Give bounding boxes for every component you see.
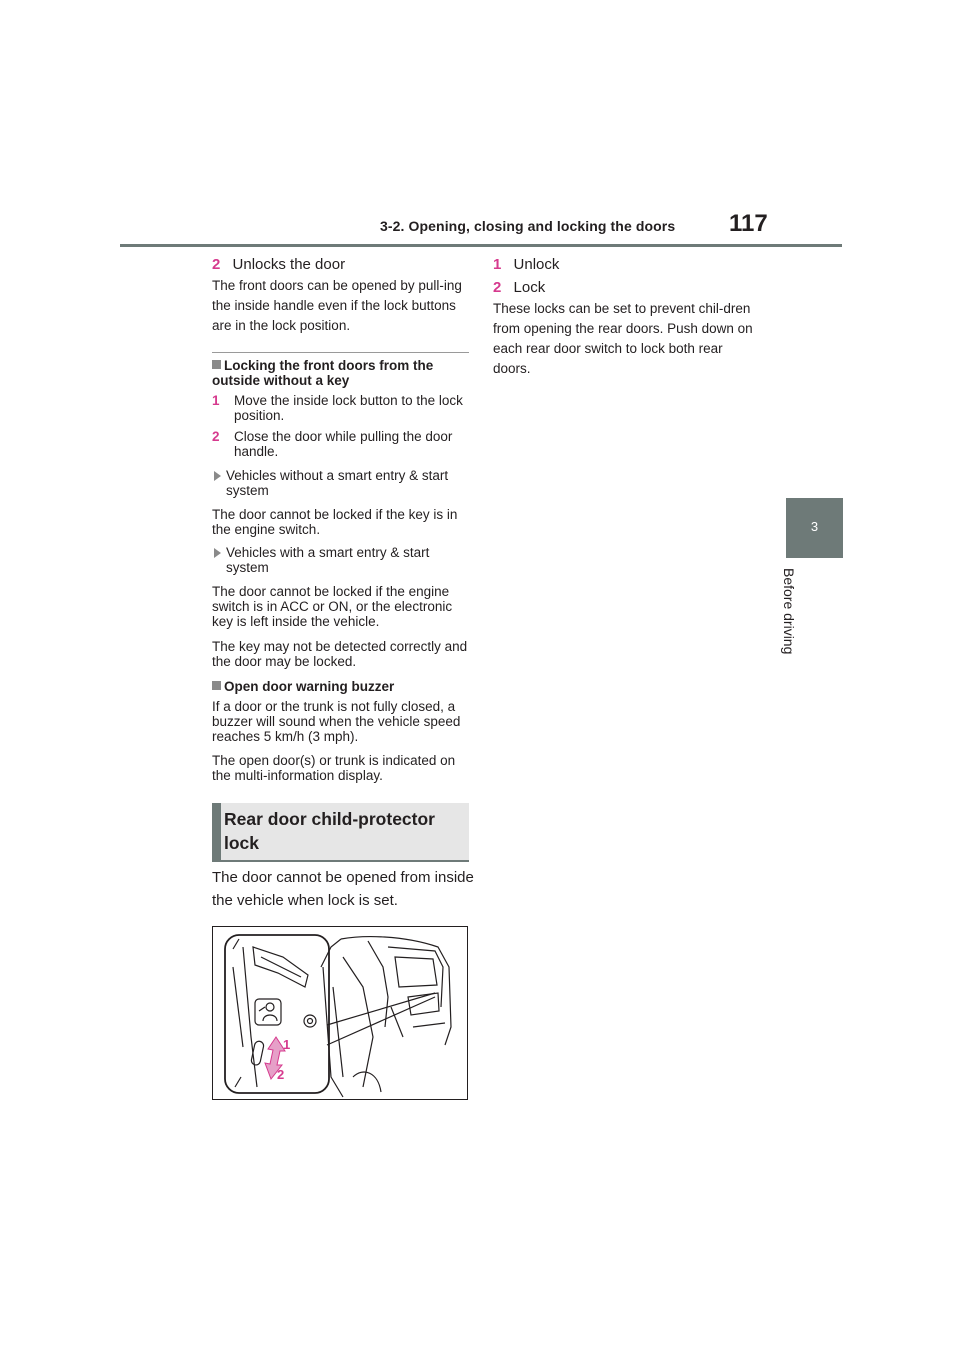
triangle-bullet-icon (214, 471, 221, 481)
bullet-with-smart-entry (212, 545, 472, 575)
section-title: Rear door child-protector lock (224, 809, 435, 853)
paragraph-with: The door cannot be locked if the engine switch is in ACC or ON, or the electronic key is left inside the vehicle. (212, 584, 453, 629)
paragraph-key: The key may not be detected correctly and the door may be locked. (212, 639, 468, 669)
step-text: Close the door while pulling the door handle. (234, 429, 453, 459)
page-number: 117 (729, 210, 768, 237)
subheading-text: Open door warning buzzer (224, 679, 395, 694)
step-number: 2 (212, 429, 220, 444)
child-lock-figure (212, 926, 468, 1100)
chapter-number: 3 (810, 519, 819, 534)
callout-2 (493, 279, 545, 296)
section-heading-bar (212, 803, 221, 860)
subheading-text: Locking the front doors from the outside without a key (212, 358, 434, 388)
chapter-label (773, 568, 813, 668)
paragraph-without: The door cannot be locked if the key is in the engine switch. (212, 507, 458, 537)
triangle-bullet-icon (214, 548, 221, 558)
bullet-text: Vehicles with a smart entry & start system (226, 545, 430, 575)
car-door-illustration (213, 927, 467, 1099)
subheading-locking (212, 358, 474, 388)
step-text: Move the inside lock button to the lock position. (234, 393, 463, 423)
step-number: 1 (212, 393, 220, 408)
callout-number: 2 (212, 256, 221, 273)
square-bullet-icon (212, 360, 221, 369)
callout-label: Lock (513, 279, 546, 296)
square-bullet-icon (212, 681, 221, 690)
callout-number: 2 (493, 279, 502, 296)
list-item (212, 429, 472, 459)
paragraph-child-lock: These locks can be set to prevent chil-dren from opening the rear doors. Push down on each rear door switch to lock both rear doors. (493, 301, 753, 376)
callout-2 (212, 256, 345, 273)
callout-1 (493, 256, 559, 273)
list-item (212, 393, 472, 423)
chapter-label-text: Before driving (781, 568, 797, 655)
callout-label: Unlocks the door (232, 256, 346, 273)
callout-label: Unlock (513, 256, 560, 273)
subheading-buzzer (212, 679, 394, 694)
figure-label-1: 1 (283, 1037, 291, 1052)
header-rule (120, 244, 842, 247)
section-intro: The door cannot be opened from inside the vehicle when lock is set. (212, 869, 474, 909)
divider (212, 352, 469, 353)
figure-label-2: 2 (277, 1067, 285, 1082)
bullet-text: Vehicles without a smart entry & start system (226, 468, 449, 498)
paragraph-buzzer: If a door or the trunk is not fully closed, a buzzer will sound when the vehicle speed reaches 5 km/h (3 mph). (212, 699, 461, 744)
section-heading-rule (212, 860, 469, 862)
paragraph-front-doors: The front doors can be opened by pull-ing the inside handle even if the lock buttons are in the lock position. (212, 278, 462, 333)
paragraph-display: The open door(s) or trunk is indicated on the multi-information display. (212, 753, 456, 783)
running-header: 3-2. Opening, closing and locking the doors (380, 218, 676, 234)
callout-number: 1 (493, 256, 502, 273)
bullet-without-smart-entry (212, 468, 472, 498)
